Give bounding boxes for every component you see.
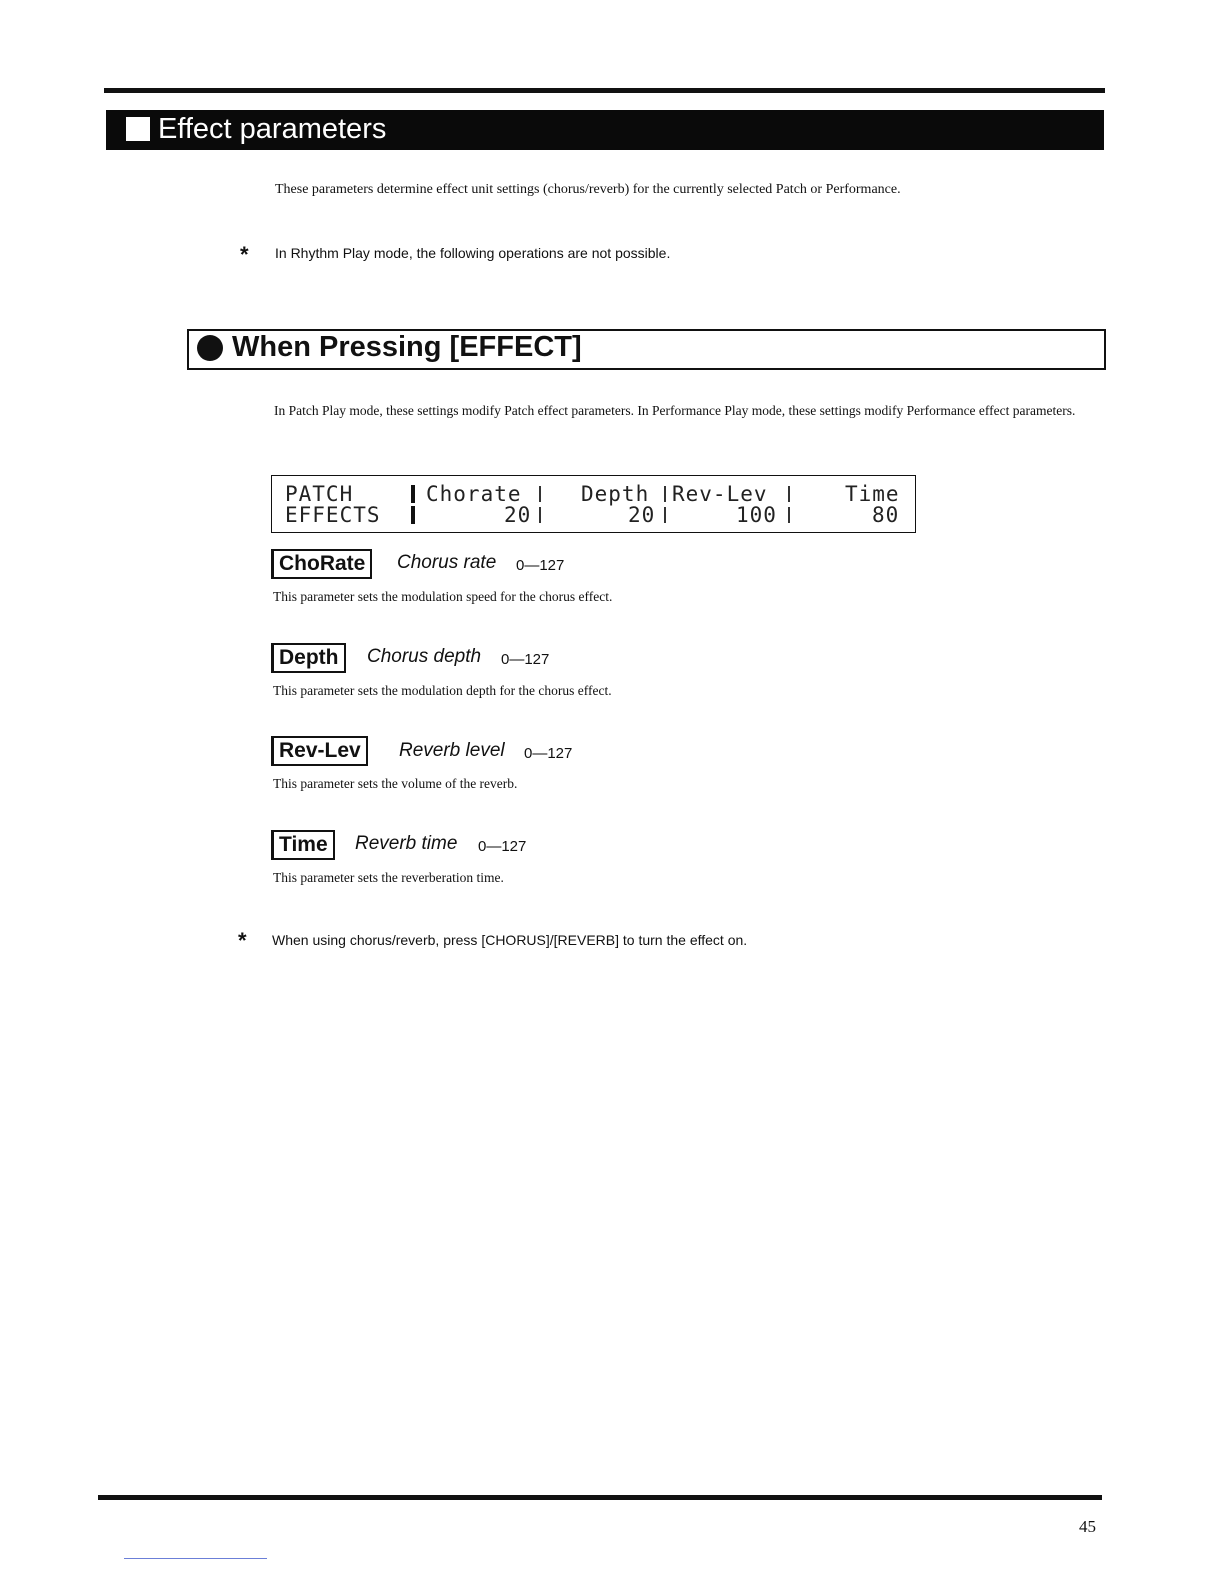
lcd-chorate-value: 20: [504, 503, 532, 527]
param-description: This parameter sets the modulation speed for the chorus effect.: [273, 589, 613, 604]
param-name: Chorus rate: [397, 552, 497, 573]
asterisk-icon: *: [240, 242, 249, 267]
bullet-dot-icon: [197, 335, 223, 361]
lcd-display: [271, 475, 916, 533]
rhythm-mode-note: In Rhythm Play mode, the following operations are not possible.: [275, 245, 671, 261]
param-description: This parameter sets the reverberation time.: [273, 870, 504, 885]
lcd-separator: [664, 486, 666, 502]
param-name: Reverb time: [355, 833, 458, 854]
intro-text: These parameters determine effect unit settings (chorus/reverb) for the currently selected Patch or Performance.: [275, 182, 901, 197]
param-range: 0—127: [524, 745, 573, 762]
page-number: 45: [1079, 1517, 1096, 1536]
lcd-cursor-bar: [411, 506, 415, 524]
footer-blue-line: [124, 1558, 267, 1559]
lcd-time-label: Time: [845, 482, 900, 506]
lcd-mode-sublabel: EFFECTS: [285, 503, 381, 527]
param-key-chorate: ChoRate: [271, 549, 372, 579]
lcd-separator: [539, 507, 541, 523]
lcd-time-value: 80: [872, 503, 900, 527]
lcd-revlev-value: 100: [736, 503, 777, 527]
param-name: Chorus depth: [367, 646, 482, 667]
param-key-time: Time: [271, 830, 335, 860]
subsection-paragraph: In Patch Play mode, these settings modify Patch effect parameters. In Performance Play mode, these settings modify Performance effect parameters.: [274, 403, 1076, 418]
top-rule: [104, 88, 1105, 93]
section-square-icon: [126, 117, 150, 141]
lcd-depth-label: Depth: [581, 482, 650, 506]
subsection-title: When Pressing [EFFECT]: [232, 331, 582, 363]
param-range: 0—127: [501, 651, 550, 668]
lcd-chorate-label: Chorate: [426, 482, 522, 506]
asterisk-icon: *: [238, 928, 247, 953]
param-key-depth: Depth: [271, 643, 346, 673]
lcd-cursor-bar: [411, 485, 415, 503]
param-key-rev-lev: Rev-Lev: [271, 736, 368, 766]
chorus-reverb-note: When using chorus/reverb, press [CHORUS]/[REVERB] to turn the effect on.: [272, 932, 748, 948]
param-description: This parameter sets the volume of the reverb.: [273, 776, 518, 791]
lcd-separator: [539, 486, 541, 502]
param-name: Reverb level: [399, 740, 505, 761]
section-title: Effect parameters: [158, 113, 387, 145]
param-range: 0—127: [478, 838, 527, 855]
param-range: 0—127: [516, 557, 565, 574]
bottom-rule: [98, 1495, 1102, 1500]
lcd-separator: [788, 486, 790, 502]
lcd-mode-label: PATCH: [285, 482, 354, 506]
lcd-depth-value: 20: [628, 503, 656, 527]
lcd-separator: [788, 507, 790, 523]
lcd-revlev-label: Rev-Lev: [672, 482, 768, 506]
param-description: This parameter sets the modulation depth for the chorus effect.: [273, 683, 612, 698]
lcd-separator: [664, 507, 666, 523]
